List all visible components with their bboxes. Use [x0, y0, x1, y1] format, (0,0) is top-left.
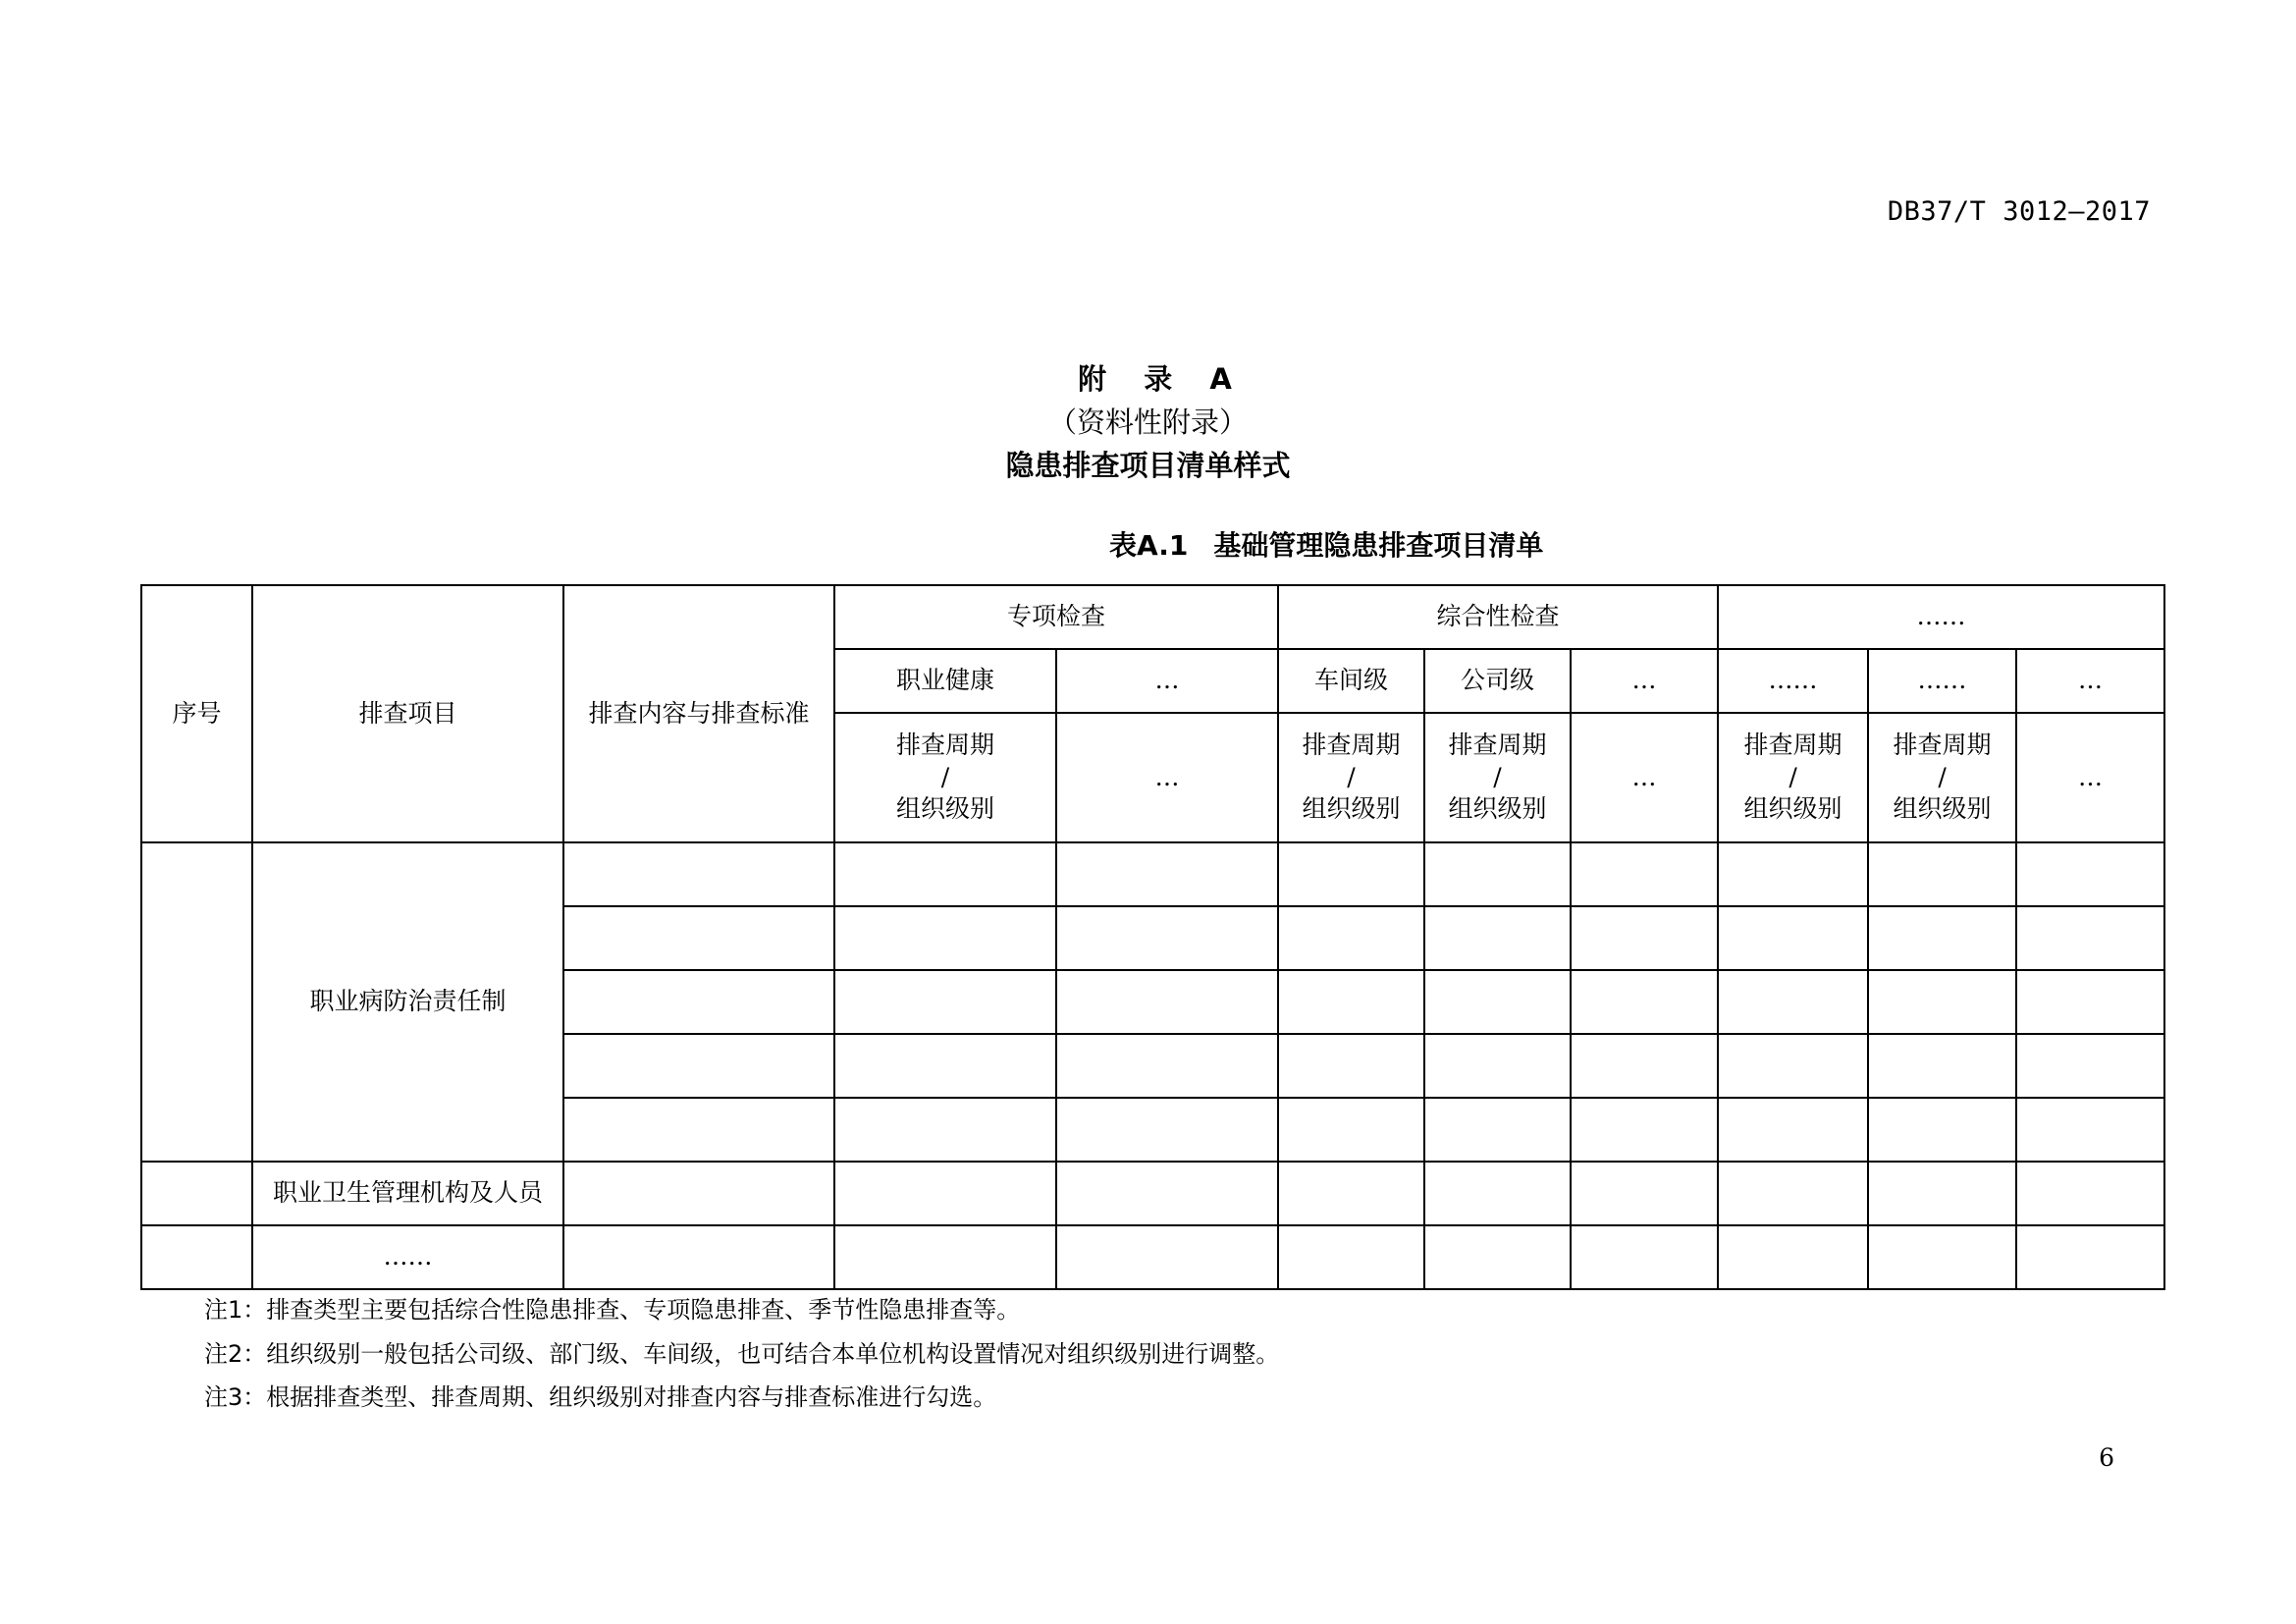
- header-period-ellipsis: …: [1571, 713, 1718, 842]
- header-period-level: 排查周期 / 组织级别: [1278, 713, 1424, 842]
- header-period-level: 排查周期 / 组织级别: [1718, 713, 1868, 842]
- cell-item-organization: 职业卫生管理机构及人员: [252, 1162, 563, 1225]
- cell-seq: [141, 842, 252, 1162]
- header-sub-ellipsis: …: [2016, 649, 2164, 713]
- header-content: 排查内容与排查标准: [563, 585, 834, 842]
- header-sub-dots: ……: [1718, 649, 1868, 713]
- header-item: 排查项目: [252, 585, 563, 842]
- header-sub-occupational-health: 职业健康: [834, 649, 1056, 713]
- appendix-title: 附 录 A: [1078, 362, 1246, 396]
- cell-seq: [141, 1162, 252, 1225]
- header-seq: 序号: [141, 585, 252, 842]
- header-period-ellipsis: …: [1056, 713, 1278, 842]
- header-sub-company: 公司级: [1424, 649, 1571, 713]
- header-sub-ellipsis: …: [1571, 649, 1718, 713]
- appendix-type: （资料性附录）: [1047, 406, 1248, 439]
- table-row: [141, 842, 2164, 906]
- standard-code: DB37/T 3012—2017: [1887, 196, 2151, 227]
- header-period-level: 排查周期 / 组织级别: [1868, 713, 2016, 842]
- cell-item-more: ……: [252, 1225, 563, 1289]
- note-2: 注2：组织级别一般包括公司级、部门级、车间级，也可结合本单位机构设置情况对组织级别进行调整。: [204, 1339, 1280, 1368]
- header-period-level: 排查周期 / 组织级别: [1424, 713, 1571, 842]
- cell-seq: [141, 1225, 252, 1289]
- header-sub-workshop: 车间级: [1278, 649, 1424, 713]
- table-caption: [1109, 524, 1543, 564]
- table-caption-number: 表A.1: [1109, 529, 1189, 562]
- cell-item-responsibility: 职业病防治责任制: [252, 842, 563, 1162]
- note-1: 注1：排查类型主要包括综合性隐患排查、专项隐患排查、季节性隐患排查等。: [204, 1296, 1021, 1324]
- header-group-comprehensive: 综合性检查: [1278, 585, 1718, 649]
- appendix-name: 隐患排查项目清单样式: [1005, 449, 1291, 482]
- table-row: [141, 1162, 2164, 1225]
- header-sub-dots: ……: [1868, 649, 2016, 713]
- inspection-table: [140, 584, 2165, 1290]
- header-period-level: 排查周期 / 组织级别: [834, 713, 1056, 842]
- header-sub-ellipsis: …: [1056, 649, 1278, 713]
- table-notes: [204, 1288, 1279, 1420]
- header-group-special: 专项检查: [834, 585, 1278, 649]
- note-3: 注3：根据排查类型、排查周期、组织级别对排查内容与排查标准进行勾选。: [204, 1383, 997, 1411]
- header-period-ellipsis: …: [2016, 713, 2164, 842]
- page-number: 6: [2099, 1443, 2114, 1472]
- header-group-other: ……: [1718, 585, 2164, 649]
- table-caption-title: 基础管理隐患排查项目清单: [1213, 529, 1544, 562]
- table-row: [141, 1225, 2164, 1289]
